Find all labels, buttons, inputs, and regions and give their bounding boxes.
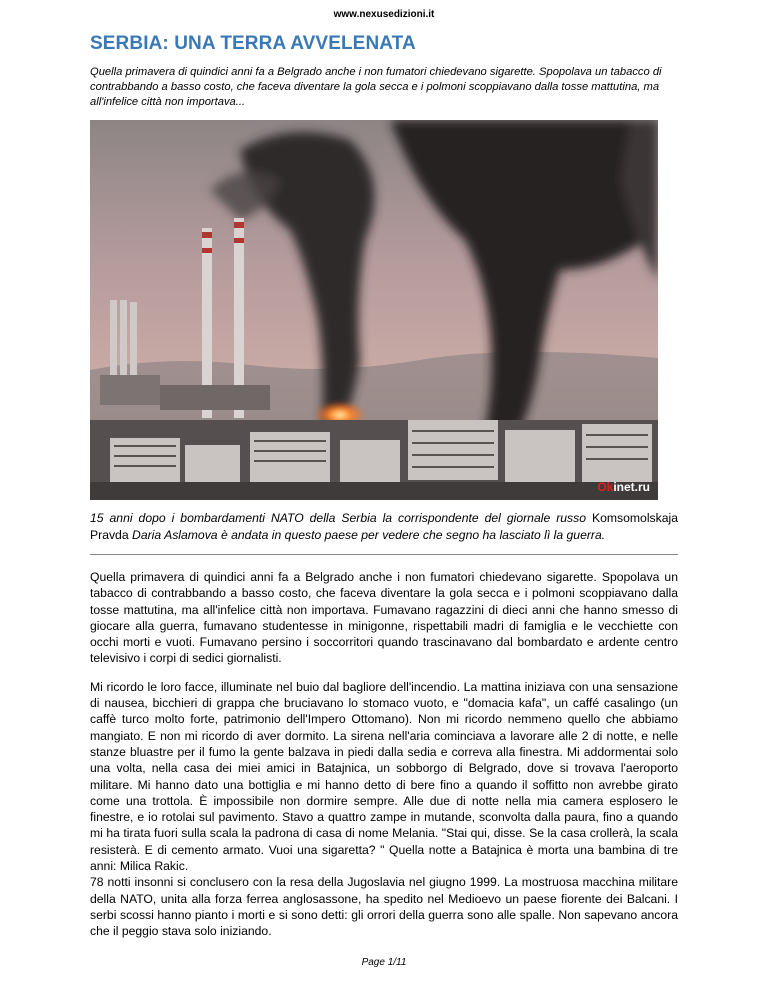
page-number: Page 1/11 (361, 957, 407, 968)
paragraph: Mi ricordo le loro facce, illuminate nel buio dal bagliore dell'incendio. La mattina iniziava con una sensazione di nausea, bicchieri di grappa che bruciavano lo stomaco vuoto, e "domacia kafa", un caffé casalingo (un caffè turco molto forte, patrimonio dell'Impero Ottomano). Non mi ricordo nemmeno quello che abbiamo mangiato. E non mi ricordo di aver dormito. La sirena nell'aria cominciava a lavorare alle 2 di notte, e nelle stanze bluastre per il fumo la gente balzava in piedi dalla sedia e correva alla finestra. Mi addormentai solo una volta, nella casa dei miei amici in Batajnica, un sobborgo di Belgrado, dove si trovava l'aeroporto militare. Mi hanno dato una bottiglia e mi hanno detto di bere fino a quando il soffitto non avrebbe girato come una trottola. È impossibile non dormire sempre. Alle due di notte nella mia camera esplosero le finestre, e io rotolai sul pavimento. Stavo a quattro zampe in mutande, sconvolta dalla paura, fino a quando mi ha tirata fuori sulla scala la padrona di casa di nome Melania. "Stai qui, disse. Se la casa crollerà, la scala resisterà. E di cemento armato. Vuoi una sigaretta? " Quella notte a Batajnica è morta una bambina di tre anni: Milica Rakic. 78 notti insonni si conclusero con la resa della Jugoslavia nel giugno 1999. La mostruosa macchina militare della NATO, unita alla forza ferrea anglosassone, ha spedito nel Medioevo un paese fiorente dei Balcani. I serbi scossi hanno pianto i morti e si sono detti: gli orrori della guerra sono alle spalle. Non sapevano ancora che il peggio stava solo iniziando. (90, 679, 678, 939)
article-title: SERBIA: UNA TERRA AVVELENATA (90, 33, 416, 54)
photo-caption: 15 anni dopo i bombardamenti NATO della Serbia la corrispondente del giornale russo Komsomolskaja Pravda Daria Aslamova è andata in questo paese per vedere che segno ha lasciato lì la guerra. (90, 511, 678, 542)
article-photo (90, 120, 658, 500)
article-body (90, 569, 678, 952)
article-intro: Quella primavera di quindici anni fa a Belgrado anche i non fumatori chiedevano sigarette. Spopolava un tabacco di contrabbando a basso costo, che faceva diventare la gola secca e i polmoni scoppiavano dalla tosse mattutina, ma all'infelice città non importava... (90, 66, 662, 108)
smoke-city-image (90, 120, 658, 500)
divider (90, 554, 678, 555)
photo-watermark: Okinet.ru (597, 480, 650, 494)
paragraph: Quella primavera di quindici anni fa a Belgrado anche i non fumatori chiedevano sigarette. Spopolava un tabacco di contrabbando a basso costo, che faceva diventare la gola secca e i polmoni scoppiavano dalla tosse mattutina, ma all'infelice città non importava. Fumavano ragazzini di dieci anni che hanno smesso di giocare alla guerra, fumavano studentesse in minigonne, rispettabili madri di famiglia e le vecchiette con occhi morti e vuoti. Fumavano persino i soccorritori quando trascinavano dal bombardato e ardente centro televisivo i corpi di sedici giornalisti. (90, 570, 678, 666)
site-url[interactable]: www.nexusedizioni.it (333, 9, 435, 20)
